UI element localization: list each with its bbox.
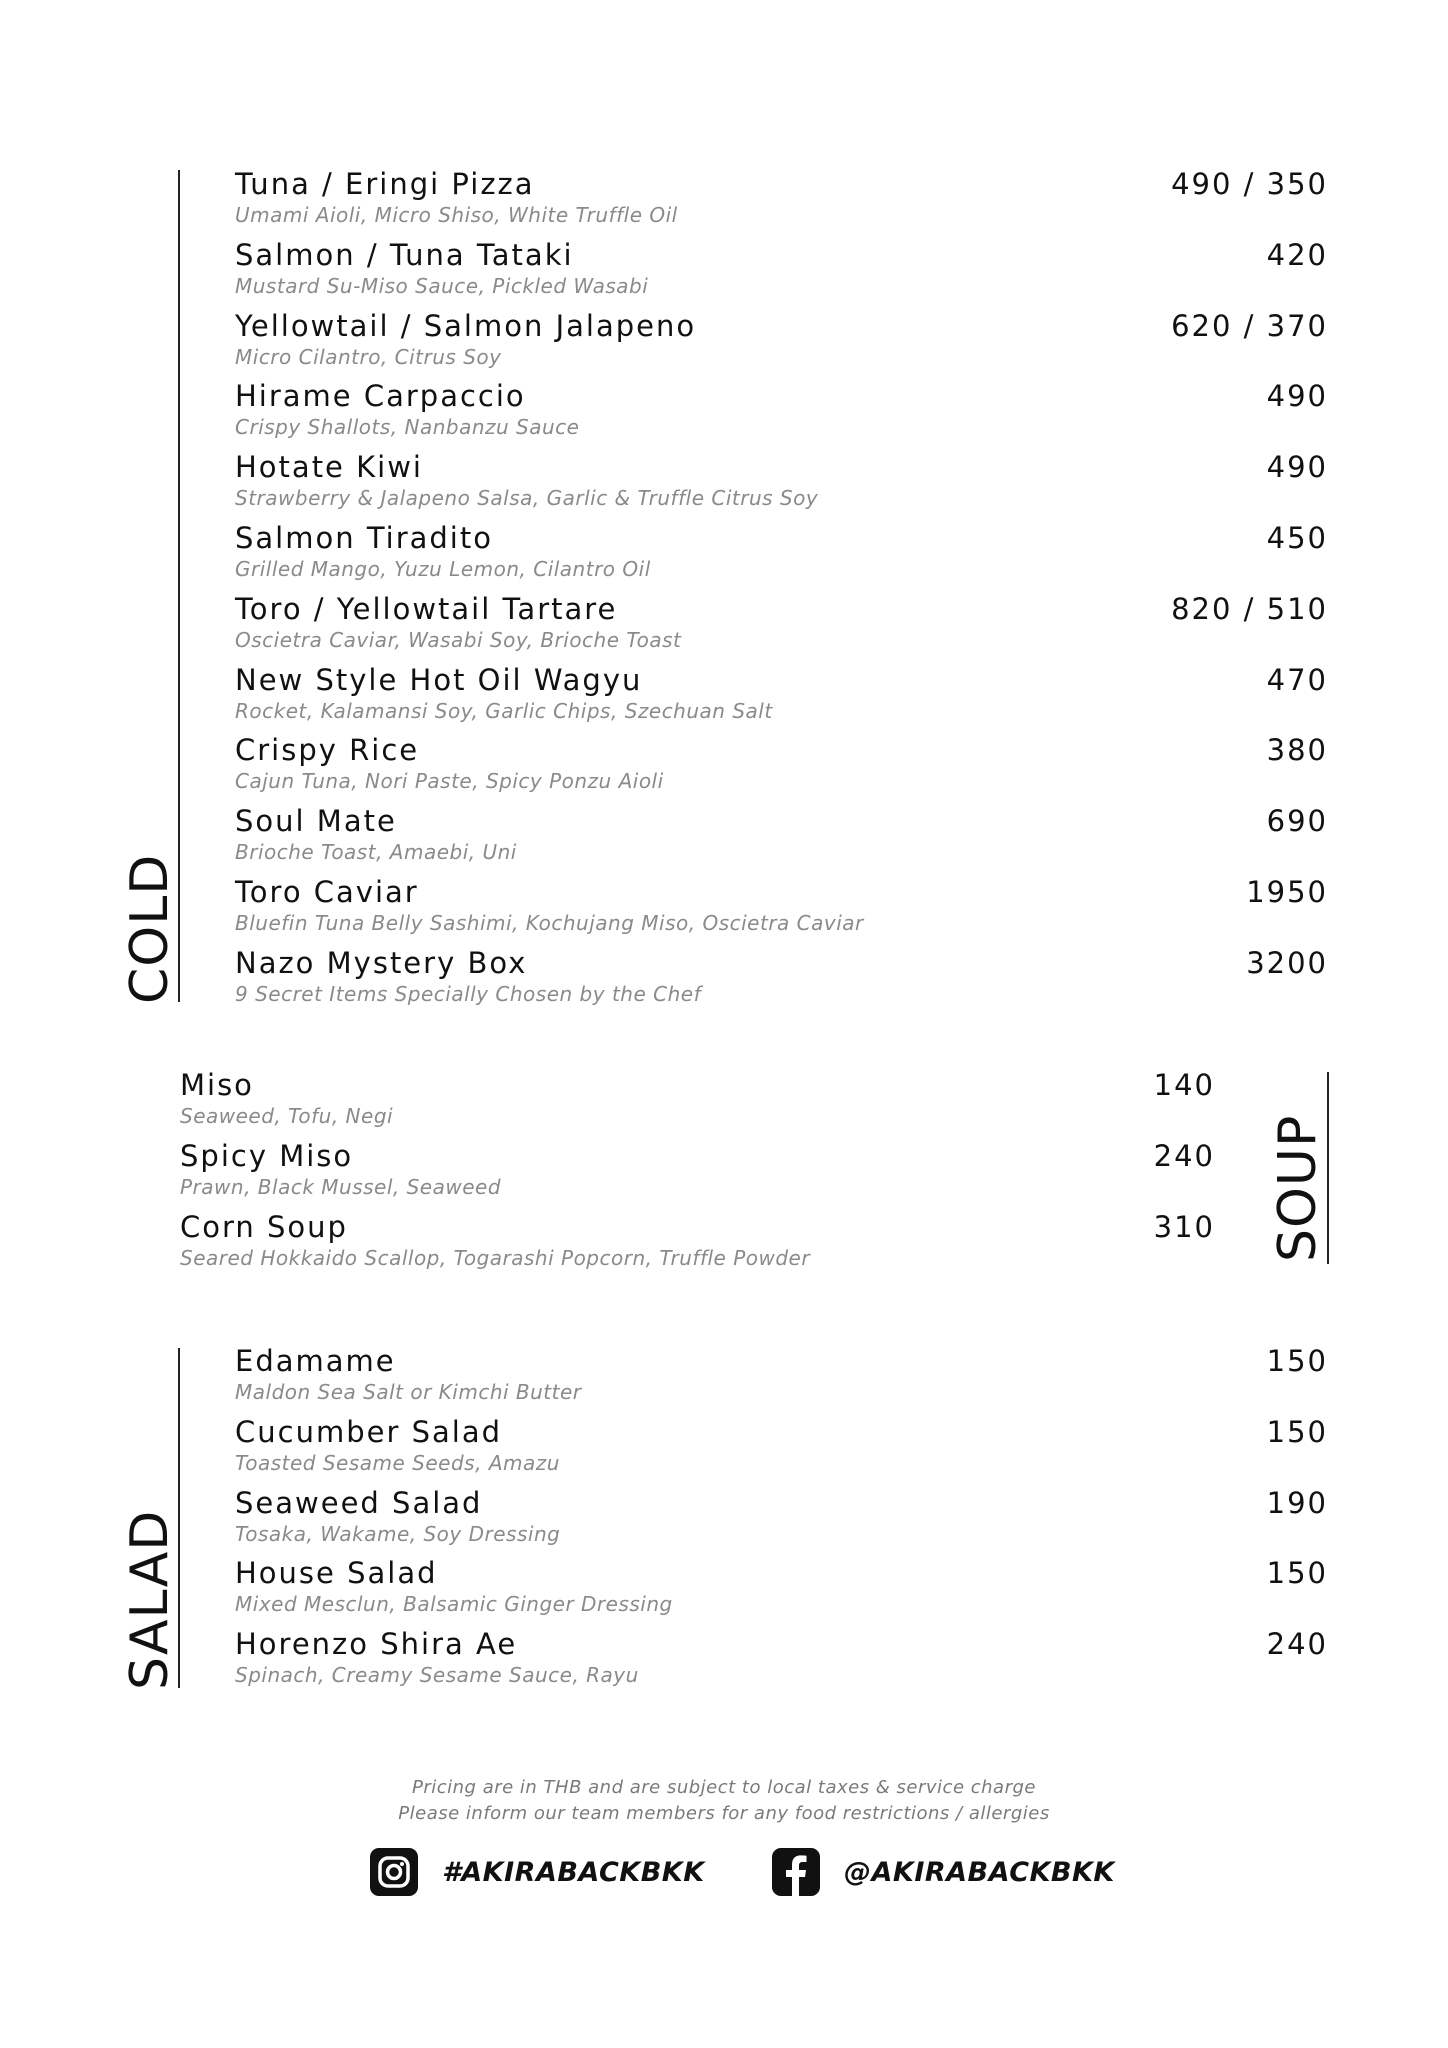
menu-item [235,167,1328,237]
item-name: Tuna / Eringi Pizza [235,167,535,201]
item-name: Edamame [235,1344,396,1378]
menu-item [235,521,1328,591]
item-name: Toro / Yellowtail Tartare [235,591,618,626]
item-name: New Style Hot Oil Wagyu [235,662,643,697]
item-price: 490 [1266,450,1328,485]
item-price: 140 [1153,1068,1215,1102]
soup-label: SOUP [1268,1114,1328,1262]
item-price: 820 / 510 [1171,591,1328,626]
item-price: 690 [1266,804,1328,839]
menu-item [180,1068,1215,1138]
item-price: 420 [1266,237,1328,272]
item-description: Grilled Mango, Yuzu Lemon, Cilantro Oil [235,557,651,581]
menu-item [235,309,1328,379]
item-price: 3200 [1246,945,1328,980]
cold-label: COLD [120,853,180,1004]
menu-item [235,1556,1328,1626]
menu-item [235,804,1328,874]
item-description: 9 Secret Items Specially Chosen by the Chef [235,981,702,1006]
menu-item [235,238,1328,308]
item-name: Salmon Tiradito [235,521,493,555]
item-name: Hotate Kiwi [235,450,423,485]
instagram-handle[interactable]: #AKIRABACKBKK [442,1856,705,1888]
item-price: 150 [1266,1556,1328,1591]
item-name: Seaweed Salad [235,1485,483,1520]
item-name: Soul Mate [235,804,397,839]
menu-item [235,946,1328,1016]
item-description: Spinach, Creamy Sesame Sauce, Rayu [235,1663,639,1688]
item-name: Crispy Rice [235,733,420,768]
item-price: 240 [1153,1138,1215,1173]
menu-item [235,875,1328,945]
item-description: Cajun Tuna, Nori Paste, Spicy Ponzu Aioli [235,769,664,794]
item-price: 380 [1266,733,1328,768]
item-price: 620 / 370 [1171,308,1328,343]
item-description: Prawn, Black Mussel, Seaweed [180,1174,502,1199]
item-description: Brioche Toast, Amaebi, Uni [235,840,517,865]
item-description: Mustard Su-Miso Sauce, Pickled Wasabi [235,273,649,298]
pricing-note: Pricing are in THB and are subject to local taxes & service charge [411,1777,1036,1798]
item-name: Miso [180,1068,254,1102]
item-price: 240 [1266,1627,1328,1662]
item-name: Cucumber Salad [235,1414,503,1449]
facebook-link[interactable] [772,1847,1115,1897]
item-price: 150 [1266,1344,1328,1378]
item-price: 310 [1153,1209,1215,1244]
item-price: 190 [1266,1485,1328,1520]
item-name: Corn Soup [180,1209,348,1244]
item-name: House Salad [235,1556,438,1591]
item-description: Mixed Mesclun, Balsamic Ginger Dressing [235,1592,673,1617]
item-name: Horenzo Shira Ae [235,1627,518,1662]
item-description: Seaweed, Tofu, Negi [180,1104,394,1128]
item-description: Maldon Sea Salt or Kimchi Butter [235,1380,582,1404]
item-description: Crispy Shallots, Nanbanzu Sauce [235,415,580,440]
item-description: Strawberry & Jalapeno Salsa, Garlic & Truffle Citrus Soy [235,486,819,511]
menu-item [235,592,1328,662]
item-price: 490 / 350 [1171,167,1328,201]
menu-item [180,1210,1215,1280]
menu-item [235,663,1328,733]
facebook-icon [772,1848,820,1896]
item-description: Seared Hokkaido Scallop, Togarashi Popcorn, Truffle Powder [180,1245,811,1270]
salad-label: SALAD [120,1509,180,1690]
menu-item [235,733,1328,803]
item-name: Salmon / Tuna Tataki [235,237,574,272]
item-price: 150 [1266,1414,1328,1449]
item-price: 1950 [1246,875,1328,909]
menu-item [235,1415,1328,1485]
item-price: 490 [1266,379,1328,414]
menu-item [235,450,1328,520]
item-description: Oscietra Caviar, Wasabi Soy, Brioche Toast [235,627,682,652]
item-description: Rocket, Kalamansi Soy, Garlic Chips, Szechuan Salt [235,698,773,723]
facebook-handle[interactable]: @AKIRABACKBKK [844,1856,1115,1888]
item-name: Yellowtail / Salmon Jalapeno [235,308,697,343]
item-description: Bluefin Tuna Belly Sashimi, Kochujang Miso, Oscietra Caviar [235,911,864,935]
instagram-link[interactable] [370,1847,705,1897]
menu-item [180,1139,1215,1209]
item-price: 450 [1266,521,1328,555]
menu-item [235,1344,1328,1414]
allergy-note: Please inform our team members for any food restrictions / allergies [398,1803,1050,1824]
item-name: Nazo Mystery Box [235,945,528,980]
item-name: Spicy Miso [180,1138,354,1173]
item-description: Toasted Sesame Seeds, Amazu [235,1450,560,1475]
menu-item [235,379,1328,449]
menu-item [235,1627,1328,1697]
item-name: Hirame Carpaccio [235,379,526,414]
item-description: Umami Aioli, Micro Shiso, White Truffle Oil [235,203,678,227]
item-description: Tosaka, Wakame, Soy Dressing [235,1521,561,1546]
instagram-icon [370,1848,418,1896]
menu-item [235,1486,1328,1556]
item-description: Micro Cilantro, Citrus Soy [235,344,502,369]
item-price: 470 [1266,662,1328,697]
item-name: Toro Caviar [235,875,419,909]
